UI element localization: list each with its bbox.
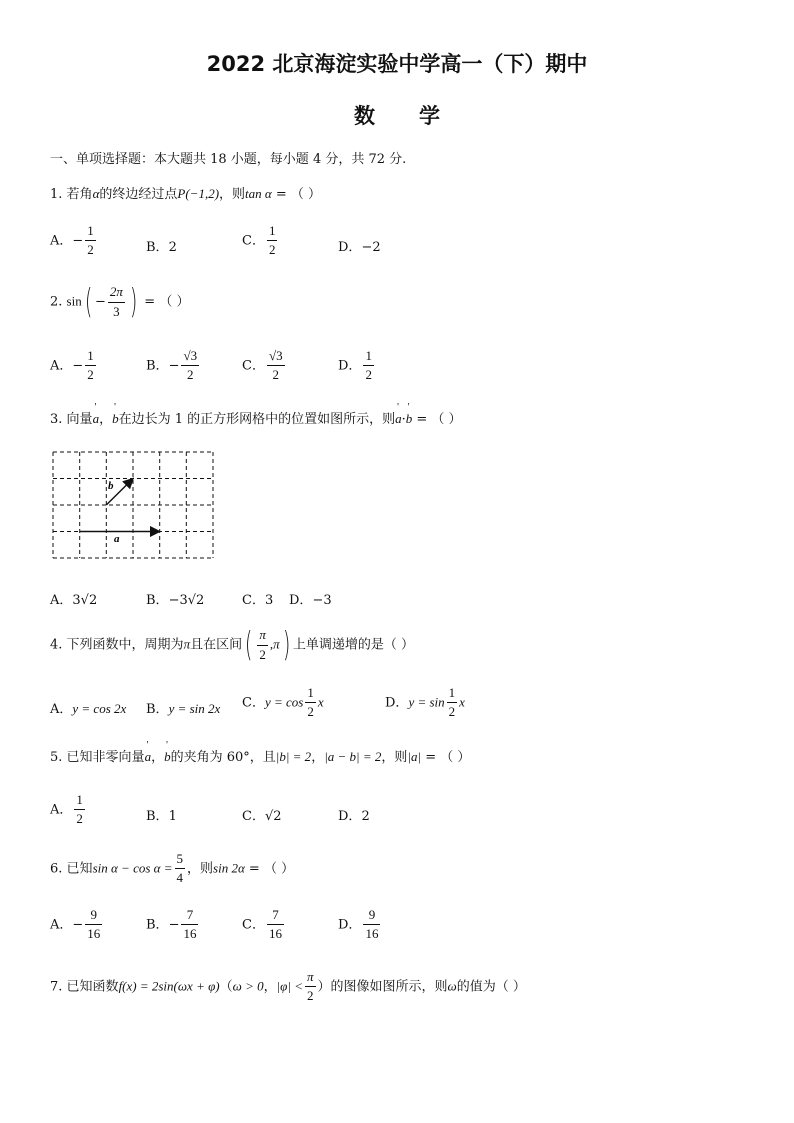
question-6 [50, 852, 294, 886]
q5-vec-b: ' b [164, 750, 171, 763]
q5-option-a [50, 793, 87, 827]
q3-option-c [242, 589, 273, 608]
q5-option-c [242, 805, 282, 824]
option-sign: − [168, 917, 180, 933]
q7-tail: 的值为（ ） [456, 979, 526, 995]
denominator: 2 [87, 242, 94, 258]
q1-option-a [50, 224, 98, 258]
option-label: D． [338, 240, 362, 255]
numerator: π [257, 628, 268, 645]
question-7 [50, 970, 526, 1004]
q2-number: 2. [50, 294, 63, 310]
option-value: 1 [168, 809, 177, 824]
numerator: 7 [181, 908, 198, 925]
left-paren: ( [84, 282, 92, 322]
q3-dot-b: ' b [406, 412, 413, 425]
option-label: B． [146, 593, 169, 608]
numerator: 5 [175, 852, 186, 869]
q4-option-a [50, 698, 126, 717]
q1-option-d [338, 236, 381, 255]
numerator: 1 [363, 349, 374, 366]
q5-option-d [338, 805, 370, 824]
numerator: 1 [85, 349, 96, 366]
option-label: D． [338, 809, 362, 824]
option-value: −2 [361, 240, 381, 255]
option-label: C． [242, 233, 265, 249]
q1-point: P(−1,2) [177, 186, 220, 201]
q2-fn: sin [66, 293, 82, 309]
denominator: 16 [365, 926, 379, 942]
numerator: √3 [267, 349, 285, 366]
q6-expr: sin α − cos α = [92, 860, 173, 876]
q1-number: 1. [50, 187, 63, 202]
option-label: B． [146, 240, 169, 255]
fraction [181, 349, 199, 383]
option-label: A． [50, 802, 73, 818]
denominator: 2 [76, 811, 83, 827]
denominator: 2 [268, 242, 276, 258]
q7-expr: f(x) = 2sin(ωx + φ) [118, 978, 220, 994]
q1-text-b: 的终边经过点 [99, 187, 178, 202]
q5-sep2: ， [311, 750, 325, 765]
option-label: A． [50, 702, 73, 717]
option-sign: − [72, 917, 84, 933]
option-value: 3√2 [72, 593, 98, 608]
q5-cond1: |b| = 2 [275, 749, 312, 764]
q6-option-d [338, 908, 382, 942]
fraction [267, 908, 284, 942]
q4-text-c: 上单调递增的是（ ） [292, 637, 415, 653]
q7-cond2-pre: |φ| < [276, 978, 303, 994]
question-3 [50, 412, 462, 426]
vector-b-label: b [108, 480, 114, 492]
option-label: B． [146, 358, 169, 374]
denominator: 2 [306, 988, 314, 1004]
question-1 [50, 187, 321, 201]
q2-option-b [146, 349, 201, 383]
numerator: π [305, 970, 316, 987]
numerator: 1 [447, 686, 458, 703]
q4-option-b [146, 698, 220, 717]
denominator: 16 [87, 926, 101, 942]
option-label: B． [146, 809, 169, 824]
option-label: C． [242, 917, 265, 933]
q3-vec-b: ' b [112, 412, 119, 425]
q6-option-c [242, 908, 286, 942]
numerator: 2π [108, 285, 125, 302]
q3-text-b: 在边长为 1 的正方形网格中的位置如图所示，则 [118, 412, 396, 427]
question-4 [50, 625, 415, 665]
q5-cond2: |a − b| = 2 [324, 749, 382, 764]
option-label: D． [289, 593, 313, 608]
grid-svg [52, 451, 216, 559]
numerator: 1 [74, 793, 85, 810]
q6-option-a [50, 908, 104, 942]
q5-ask: |a| [407, 749, 422, 764]
grid-lines [53, 452, 213, 558]
option-value: 3 [264, 593, 274, 608]
denominator: 2 [307, 704, 314, 720]
q7-number: 7. [50, 979, 63, 995]
q4-pi: π [183, 636, 191, 652]
denominator: 2 [365, 367, 372, 383]
option-label: C． [242, 358, 265, 374]
option-value: −3 [312, 593, 332, 608]
option-label: C． [242, 695, 265, 711]
option-value: y = cos 2x [72, 701, 127, 716]
subject-title: 数学 [354, 104, 484, 128]
q2-tail: = （ ） [140, 294, 190, 310]
denominator: 2 [259, 646, 266, 662]
q7-cond1: ω > 0 [232, 978, 264, 994]
q4-text-b: 且在区间 [190, 637, 243, 653]
fraction [85, 349, 96, 383]
q4-option-d [385, 686, 465, 720]
q3-option-d [289, 589, 332, 608]
q3-number: 3. [50, 412, 63, 427]
fraction [447, 686, 458, 720]
q5-text-b: 的夹角为 60°，且 [170, 750, 276, 765]
q7-text-a: 已知函数 [66, 979, 119, 995]
option-value: y = sin 2x [168, 701, 221, 716]
q3-vec-a: ' a [93, 412, 100, 425]
denominator: 2 [87, 367, 94, 383]
right-paren: ) [129, 282, 138, 322]
option-label: D． [338, 917, 362, 933]
q4-text-a: 下列函数中，周期为 [66, 637, 184, 653]
option-sign: − [168, 358, 180, 374]
q5-text-a: 已知非零向量 [66, 750, 145, 765]
numerator: 9 [85, 908, 102, 925]
q2-option-c [242, 349, 287, 383]
option-label: C． [242, 809, 265, 824]
q4-option-c [242, 686, 324, 720]
q4-interval-right: ,π [269, 636, 280, 652]
numerator: 1 [85, 224, 96, 241]
q7-sep: ， [263, 979, 277, 995]
denominator: 4 [176, 870, 184, 886]
fraction [267, 224, 278, 258]
fraction [305, 970, 316, 1004]
option-label: D． [338, 358, 362, 374]
page-title: 2022 北京海淀实验中学高一（下）期中 [206, 52, 588, 76]
option-label: D． [385, 695, 409, 711]
denominator: 16 [183, 926, 197, 942]
option-postfix: x [459, 694, 465, 710]
q2-option-a [50, 349, 98, 383]
fraction [181, 908, 198, 942]
q2-sign: − [94, 294, 106, 310]
question-5 [50, 750, 470, 764]
fraction [74, 793, 85, 827]
question-2 [50, 282, 190, 322]
q5-tail: = （ ） [421, 750, 471, 765]
q3-dot: · [401, 412, 406, 427]
q1-option-c [242, 224, 279, 258]
denominator: 16 [268, 926, 282, 942]
q1-text-c: ，则 [219, 187, 246, 202]
q1-text-d: = （ ） [271, 187, 322, 202]
option-label: B． [146, 917, 169, 933]
fraction [305, 686, 316, 720]
denominator: 3 [113, 303, 120, 319]
option-prefix: y = cos [264, 694, 304, 710]
q7-omega: ω [447, 978, 457, 994]
denominator: 2 [448, 704, 456, 720]
q1-text-a: 若角 [66, 187, 93, 202]
option-value: −3√2 [168, 593, 205, 608]
denominator: 2 [272, 367, 280, 383]
fraction [85, 224, 96, 258]
q5-text-c: ，则 [381, 750, 408, 765]
option-value: 2 [168, 240, 177, 255]
option-value: 2 [361, 809, 370, 824]
q1-alpha: α [92, 186, 100, 201]
fraction [108, 285, 125, 319]
numerator: 7 [267, 908, 284, 925]
q1-expr: tan α [245, 186, 272, 201]
option-label: A． [50, 917, 73, 933]
q5-sep: ， [151, 750, 165, 765]
right-paren: ) [282, 625, 290, 665]
vector-a-label: a [114, 533, 120, 545]
vector-grid-figure [52, 451, 216, 563]
option-label: A． [50, 358, 73, 374]
q3-sep: ， [99, 412, 113, 427]
fraction [175, 852, 186, 886]
q6-text-b: ，则 [187, 861, 214, 877]
option-label: A． [50, 233, 73, 249]
q7-text-c: ）的图像如图所示，则 [317, 979, 448, 995]
fraction [257, 628, 268, 662]
option-label: A． [50, 593, 73, 608]
option-postfix: x [317, 694, 324, 710]
option-sign: − [72, 233, 84, 249]
option-label: B． [146, 702, 169, 717]
q1-option-b [146, 236, 177, 255]
numerator: 9 [363, 908, 380, 925]
left-paren: ( [245, 625, 253, 665]
fraction [363, 908, 380, 942]
numerator: √3 [181, 349, 199, 366]
option-prefix: y = sin [408, 694, 445, 710]
fraction [363, 349, 374, 383]
option-sign: − [72, 358, 84, 374]
q5-vec-a: ' a [145, 750, 152, 763]
option-value: √2 [264, 809, 282, 824]
section-heading: 一、单项选择题：本大题共 18 小题，每小题 4 分，共 72 分. [50, 152, 407, 167]
q6-text-a: 已知 [66, 861, 93, 877]
q5-number: 5. [50, 750, 63, 765]
q3-option-a [50, 589, 97, 608]
q6-ask: sin 2α [213, 860, 245, 876]
q3-text-a: 向量 [66, 412, 93, 427]
q5-option-b [146, 805, 177, 824]
q3-tail: = （ ） [412, 412, 462, 427]
q6-tail: = （ ） [244, 861, 295, 877]
denominator: 2 [187, 367, 194, 383]
q4-number: 4. [50, 637, 63, 653]
q3-dot-a: ' a [395, 412, 402, 425]
q6-number: 6. [50, 861, 63, 877]
q7-text-b: （ [219, 979, 233, 995]
q6-option-b [146, 908, 200, 942]
option-label: C． [242, 593, 265, 608]
q2-option-d [338, 349, 376, 383]
q3-option-b [146, 589, 204, 608]
numerator: 1 [267, 224, 278, 241]
fraction [85, 908, 102, 942]
numerator: 1 [305, 686, 316, 703]
fraction [267, 349, 285, 383]
